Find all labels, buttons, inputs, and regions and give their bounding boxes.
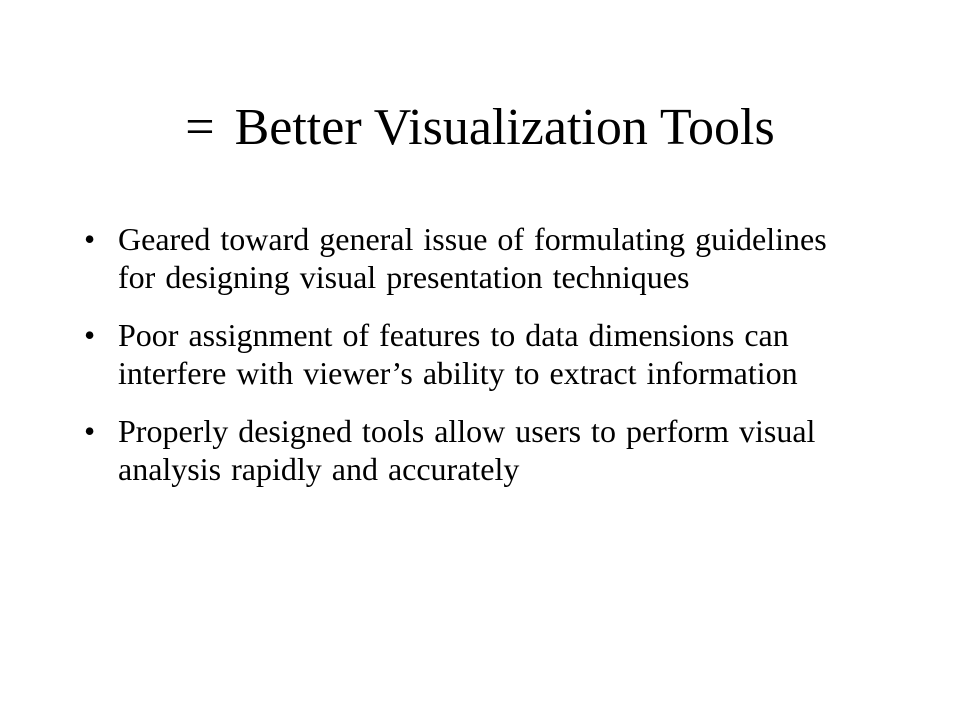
bullet-icon: • [84,413,96,449]
title-text: Better Visualization Tools [234,99,775,156]
bullet-icon: • [84,317,96,353]
bullet-item [84,316,844,392]
bullet-text: Properly designed tools allow users to perform visual analysis rapidly and accurately [118,413,816,487]
bullet-item [84,220,844,296]
bullet-text: Geared toward general issue of formulating guidelines for designing visual presentation techniques [118,221,827,295]
title-equals-sign: = [185,99,215,156]
bullet-icon: • [84,221,96,257]
bullet-text: Poor assignment of features to data dimensions can interfere with viewer’s ability to extract information [118,317,798,391]
bullet-item [84,412,844,488]
slide-title [0,92,960,164]
bullet-list [84,220,844,508]
